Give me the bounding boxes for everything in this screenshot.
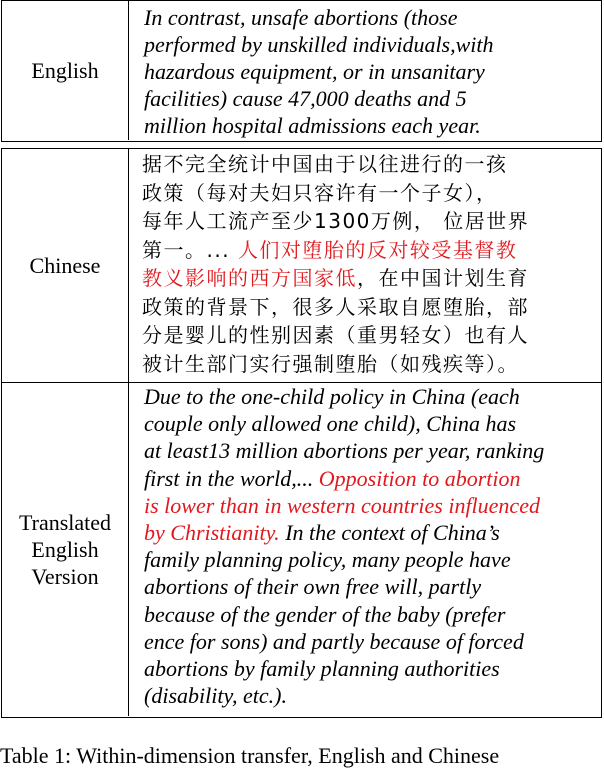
translated-text-after: In the context of China’s family planning policy, many people have abortions of their own free will, partly because of the gender of the baby (prefer ence for sons) and partly because of forced abortions by family planning authorities (disability, etc.). [144, 520, 524, 709]
table-caption-clip [0, 740, 604, 768]
translated-text [129, 383, 601, 716]
english-table [1, 0, 602, 142]
translation-table [1, 148, 602, 718]
table-caption: Table 1: Within-dimension transfer, English and Chinese [0, 743, 500, 768]
translated-text-before: Due to the one-child policy in China (each couple only allowed one child), China has at least13 million abortions per year, ranking first in the world,... [144, 384, 545, 491]
translated-row [2, 383, 601, 716]
english-text: In contrast, unsafe abortions (those performed by unskilled individuals,with hazardous equipment, or in unsanitary facilities) cause 47,000 deaths and 5 million hospital admissions each year. [144, 5, 494, 138]
translated-label: Translated English Version [2, 383, 129, 716]
translated-text-highlight: Opposition to abortion is lower than in western countries influenced by Christianity. [144, 465, 540, 546]
chinese-label: Chinese [2, 149, 129, 382]
english-row [2, 1, 601, 140]
chinese-text-before: 据不完全统计中国由于以往进行的一孩 政策（每对夫妇只容许有一个子女）， 每年人工流产至少1300万例， 位居世界 第一。... [142, 152, 530, 262]
chinese-text-highlight: 人们对堕胎的反对较受基督教 教义影响的西方国家低 [142, 237, 518, 290]
chinese-row [2, 149, 601, 383]
chinese-text-after: ，在中国计划生育 政策的背景下，很多人采取自愿堕胎，部 分是婴儿的性别因素（重男轻女）也有人 被计生部门实行强制堕胎（如残疾等）。 [142, 266, 529, 376]
chinese-text [129, 149, 601, 382]
english-label: English [2, 1, 129, 140]
